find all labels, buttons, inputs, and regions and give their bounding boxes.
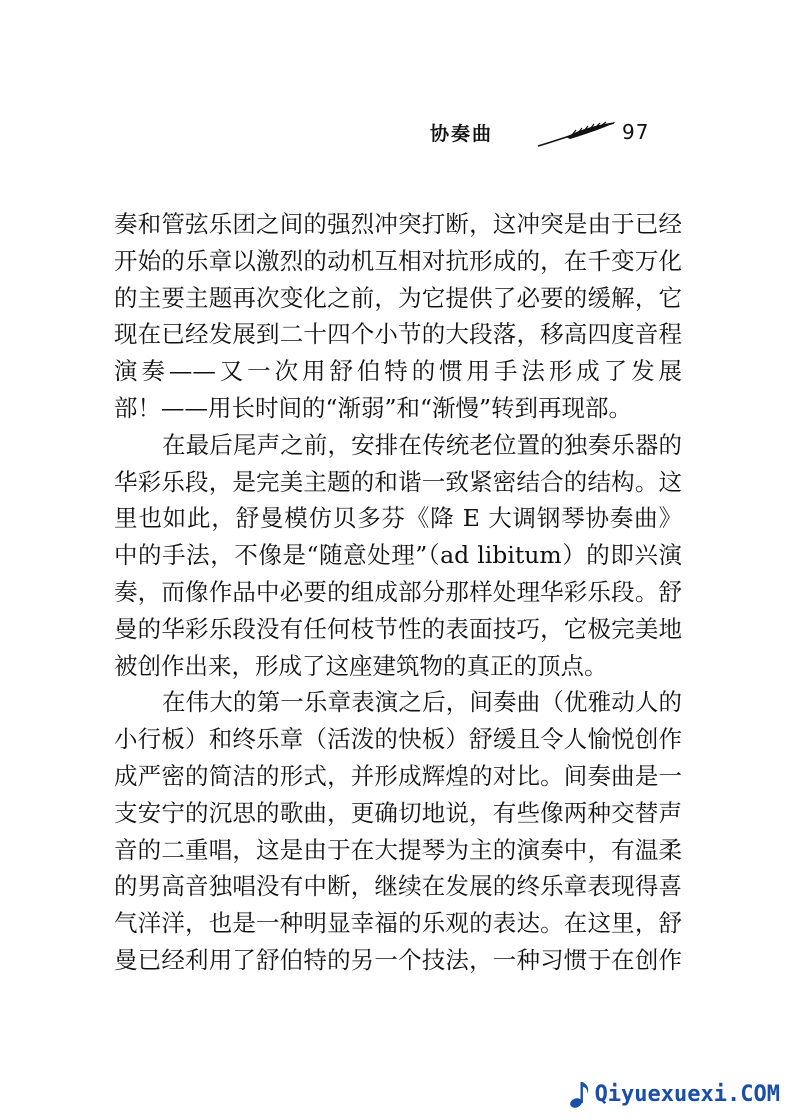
text-line: 曼的华彩乐段没有任何枝节性的表面技巧，它极完美地: [114, 614, 682, 643]
text-line: 音的二重唱，这是由于在大提琴为主的演奏中，有温柔: [114, 835, 682, 864]
body-text: [114, 206, 682, 979]
paragraph-1: [114, 206, 682, 427]
quill-ornament-icon: [536, 119, 618, 149]
text-line: 里也如此，舒曼模仿贝多芬《降 E 大调钢琴协奏曲》: [114, 504, 682, 533]
text-line: 华彩乐段，是完美主题的和谐一致紧密结合的结构。这: [114, 467, 682, 496]
text-line: 奏，而像作品中必要的组成部分那样处理华彩乐段。舒: [114, 577, 682, 606]
text-line: 奏和管弦乐团之间的强烈冲突打断，这冲突是由于已经: [114, 210, 682, 238]
page-number: 97: [622, 120, 650, 144]
text-line: 支安宁的沉思的歌曲，更确切地说，有些像两种交替声: [114, 798, 682, 827]
text-line: 的男高音独唱没有中断，继续在发展的终乐章表现得喜: [114, 872, 682, 901]
text-line: 曼已经利用了舒伯特的另一个技法，一种习惯于在创作: [114, 945, 682, 974]
text-line: 的主要主题再次变化之前，为它提供了必要的缓解，它: [114, 283, 682, 312]
text-line: 成严密的简洁的形式，并形成辉煌的对比。间奏曲是一: [114, 761, 682, 790]
running-header: [430, 117, 730, 153]
text-line: 现在已经发展到二十四个小节的大段落，移高四度音程: [114, 320, 682, 349]
paragraph-3: [114, 684, 682, 978]
text-line: 部！——用长时间的“渐弱”和“渐慢”转到再现部。: [114, 393, 633, 422]
music-note-icon: [569, 1079, 591, 1109]
paragraph-2: [114, 427, 682, 685]
header-title: 协奏曲: [430, 123, 494, 145]
text-line: 开始的乐章以激烈的动机互相对抗形成的，在千变万化: [114, 246, 682, 275]
text-line: 演奏——又一次用舒伯特的惯用手法形成了发展: [114, 357, 682, 386]
text-line: 在伟大的第一乐章表演之后，间奏曲（优雅动人的: [162, 688, 682, 717]
watermark-text: Qiyuexuexi.COM: [594, 1081, 780, 1107]
text-line: 小行板）和终乐章（活泼的快板）舒缓且令人愉悦创作: [114, 725, 682, 754]
text-line: 中的手法，不像是“随意处理”（ad libitum）的即兴演: [114, 541, 682, 570]
site-watermark: [569, 1074, 780, 1114]
text-line: 气洋洋，也是一种明显幸福的乐观的表达。在这里，舒: [114, 909, 682, 938]
text-line: 在最后尾声之前，安排在传统老位置的独奏乐器的: [162, 430, 682, 459]
text-line: 被创作出来，形成了这座建筑物的真正的顶点。: [114, 651, 608, 680]
